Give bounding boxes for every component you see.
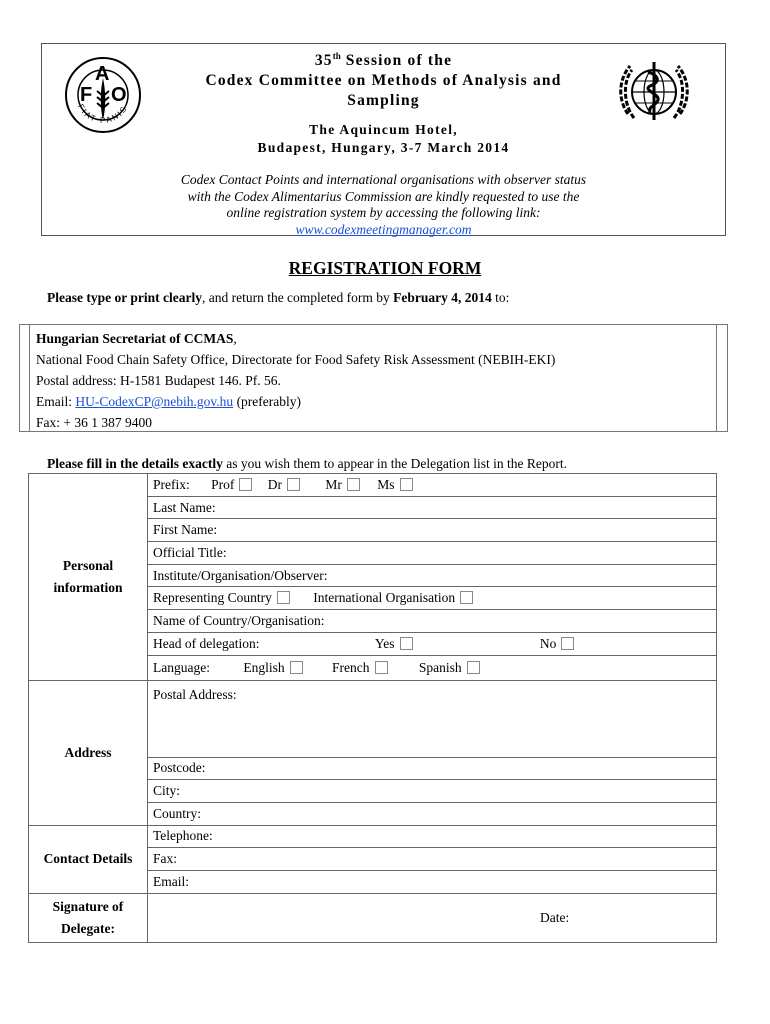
head-yes-checkbox[interactable] (400, 637, 413, 650)
fax-field[interactable]: Fax: (148, 848, 717, 871)
email-field[interactable]: Email: (148, 870, 717, 893)
name-country-org-field[interactable]: Name of Country/Organisation: (148, 610, 717, 633)
registration-table (28, 473, 717, 943)
who-logo (614, 52, 694, 132)
prefix-prof-label: Prof (211, 476, 235, 492)
prefix-field[interactable] (148, 474, 717, 497)
last-name-field[interactable]: Last Name: (148, 496, 717, 519)
first-name-field[interactable]: First Name: (148, 519, 717, 542)
email-label: Email: (36, 394, 76, 409)
instr-bold-1: Please type or print clearly (47, 290, 202, 305)
language-french-label: French (332, 659, 370, 675)
official-title-field[interactable]: Official Title: (148, 542, 717, 565)
section-contact-details: Contact Details (29, 825, 148, 893)
deadline-date: February 4, 2014 (393, 290, 492, 305)
instr-text-2: to: (491, 290, 510, 305)
city-field[interactable]: City: (148, 780, 717, 803)
secretariat-name: Hungarian Secretariat of CCMAS (36, 331, 234, 346)
telephone-field[interactable]: Telephone: (148, 825, 717, 848)
secretariat-box (19, 324, 728, 432)
prefix-ms-checkbox[interactable] (400, 478, 413, 491)
head-of-delegation-field[interactable] (148, 632, 717, 655)
contact-note (42, 172, 725, 238)
box-rule-left (29, 325, 30, 431)
language-spanish-checkbox[interactable] (467, 661, 480, 674)
form-title: REGISTRATION FORM (288, 258, 482, 278)
note-line: with the Codex Alimentarius Commission are kindly requested to use the (187, 188, 580, 204)
secretariat-name-suffix: , (233, 331, 237, 346)
header-box (41, 43, 726, 236)
international-org-label: International Organisation (313, 590, 456, 606)
note-line: online registration system by accessing the following link: (226, 205, 541, 220)
section-address: Address (29, 680, 148, 825)
language-field[interactable] (148, 655, 717, 680)
representing-country-label: Representing Country (153, 590, 272, 606)
language-french-checkbox[interactable] (375, 661, 388, 674)
fill-bold: Please fill in the details exactly (47, 456, 223, 471)
head-no-checkbox[interactable] (561, 637, 574, 650)
venue-line-2: Budapest, Hungary, 3-7 March 2014 (257, 140, 510, 155)
prefix-mr-checkbox[interactable] (347, 478, 360, 491)
prefix-label: Prefix: (153, 476, 190, 492)
date-label: Date: (540, 909, 570, 925)
head-no-label: No (539, 635, 557, 651)
prefix-ms-label: Ms (377, 476, 395, 492)
meeting-manager-link[interactable]: www.codexmeetingmanager.com (295, 221, 472, 237)
postcode-field[interactable]: Postcode: (148, 757, 717, 780)
committee-line-1: Codex Committee on Methods of Analysis and (205, 72, 562, 90)
committee-line-2: Sampling (347, 92, 420, 110)
venue-line-1: The Aquincum Hotel, (309, 122, 458, 137)
prefix-dr-label: Dr (267, 476, 282, 492)
secretariat-office: National Food Chain Safety Office, Directorate for Food Safety Risk Assessment (NEBIH-EKI) (36, 352, 556, 367)
representing-country-checkbox[interactable] (277, 591, 290, 604)
country-field[interactable]: Country: (148, 802, 717, 825)
return-instructions (47, 290, 509, 306)
secretariat-fax: Fax: + 36 1 387 9400 (36, 415, 152, 430)
secretariat-email-link[interactable]: HU-CodexCP@nebih.gov.hu (75, 394, 234, 409)
section-personal-information (29, 474, 148, 681)
section-label-line: Signature of (52, 898, 124, 914)
language-spanish-label: Spanish (418, 659, 462, 675)
postal-address-field[interactable]: Postal Address: (148, 680, 717, 757)
session-suffix: th (332, 51, 341, 61)
section-label-line: information (53, 579, 123, 595)
language-english-checkbox[interactable] (290, 661, 303, 674)
prefix-prof-checkbox[interactable] (239, 478, 252, 491)
instr-text-1: , and return the completed form by (201, 290, 394, 305)
fao-motto: FIAT PANIS (76, 102, 130, 125)
prefix-mr-label: Mr (325, 476, 342, 492)
section-signature (29, 893, 148, 942)
fao-letter-o: O (111, 84, 127, 106)
session-rest: Session of the (340, 52, 453, 70)
fill-text: as you wish them to appear in the Delegation list in the Report. (222, 456, 568, 471)
prefix-dr-checkbox[interactable] (287, 478, 300, 491)
secretariat-postal: Postal address: H-1581 Budapest 146. Pf. 56. (36, 373, 281, 388)
note-line: Codex Contact Points and international organisations with observer status (180, 172, 587, 187)
signature-field[interactable] (148, 893, 717, 942)
section-label-line: Delegate: (61, 920, 115, 936)
session-number: 35 (314, 52, 333, 70)
representing-field[interactable] (148, 587, 717, 610)
language-label: Language: (153, 659, 210, 675)
box-rule-right (716, 325, 717, 431)
fao-letter-f: F (80, 84, 93, 106)
international-org-checkbox[interactable] (460, 591, 473, 604)
institute-field[interactable]: Institute/Organisation/Observer: (148, 564, 717, 587)
section-label-line: Personal (62, 557, 114, 573)
head-delegation-label: Head of delegation: (153, 635, 260, 651)
fill-instructions (47, 456, 567, 472)
fao-letter-a: A (95, 63, 110, 85)
email-suffix: (preferably) (233, 394, 302, 409)
language-english-label: English (243, 659, 285, 675)
head-yes-label: Yes (374, 635, 395, 651)
